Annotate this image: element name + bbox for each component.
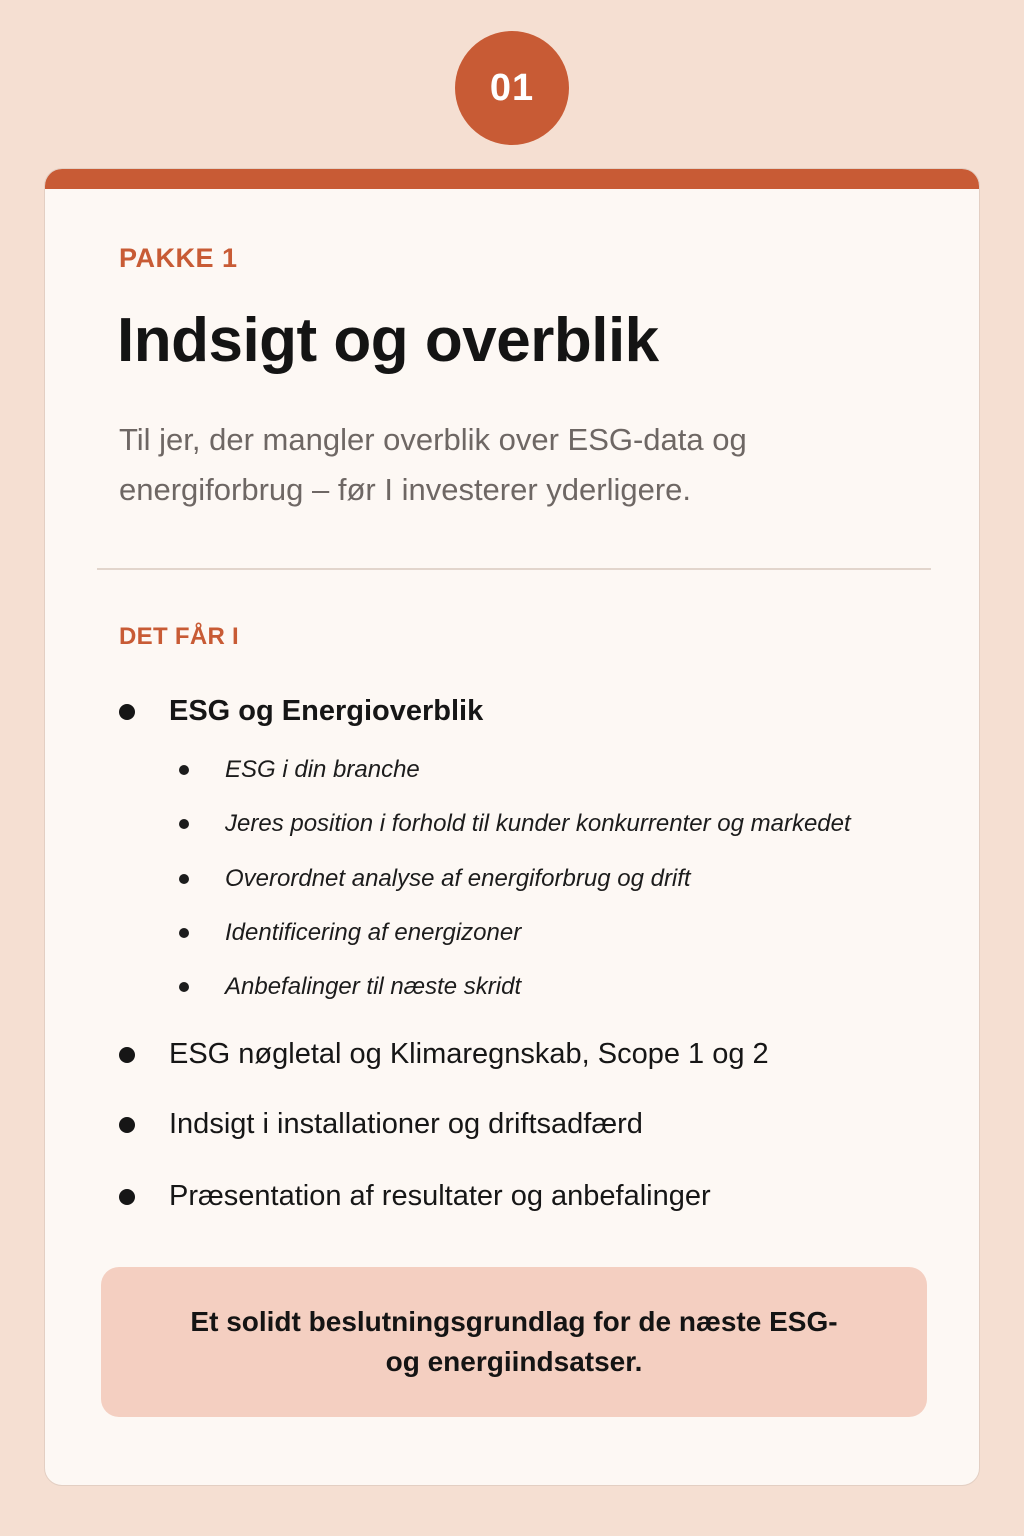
bullet-icon: [179, 765, 189, 775]
bullet-icon: [179, 819, 189, 829]
package-card: [44, 168, 980, 1486]
bullet-icon: [119, 704, 135, 720]
bullet-icon: [119, 1189, 135, 1205]
card-accent-bar: [45, 169, 979, 189]
list-item: [117, 1038, 769, 1071]
divider: [97, 568, 931, 570]
package-eyebrow: PAKKE 1: [119, 243, 238, 273]
list-item: [117, 1108, 643, 1141]
bullet-icon: [119, 1117, 135, 1133]
bullet-icon: [119, 1047, 135, 1063]
callout-text: Et solidt beslutningsgrundlag for de næste ESG- og energiindsatser.: [190, 1306, 838, 1377]
sub-list-item: [179, 973, 521, 1001]
bullet-icon: [179, 982, 189, 992]
sub-list-item-label: Jeres position i forhold til kunder konkurrenter og markedet: [225, 810, 851, 837]
bullet-icon: [179, 874, 189, 884]
sub-list-item-label: Identificering af energizoner: [225, 919, 522, 946]
sub-list-item: [179, 756, 420, 784]
callout-box: [101, 1267, 927, 1417]
sub-list-item: [179, 810, 851, 838]
sub-list-item-label: ESG i din branche: [225, 756, 420, 783]
sub-list-item: [179, 865, 691, 893]
sub-list-item-label: Overordnet analyse af energiforbrug og drift: [225, 865, 691, 892]
list-item-label: ESG og Energioverblik: [169, 695, 484, 727]
sub-list-item-label: Anbefalinger til næste skridt: [225, 973, 522, 1000]
package-title: Indsigt og overblik: [117, 306, 659, 375]
list-item: [117, 1180, 711, 1213]
list-item: [117, 695, 483, 728]
sub-list-item: [179, 919, 521, 947]
list-item-label: ESG nøgletal og Klimaregnskab, Scope 1 og 2: [169, 1038, 769, 1070]
package-number-badge: 01: [455, 31, 569, 145]
package-subtitle: Til jer, der mangler overblik over ESG-data og energiforbrug – før I investerer yderligere.: [119, 422, 747, 507]
bullet-icon: [179, 928, 189, 938]
section-label: DET FÅR I: [119, 623, 240, 650]
list-item-label: Indsigt i installationer og driftsadfærd: [169, 1108, 643, 1140]
list-item-label: Præsentation af resultater og anbefalinger: [169, 1180, 711, 1212]
